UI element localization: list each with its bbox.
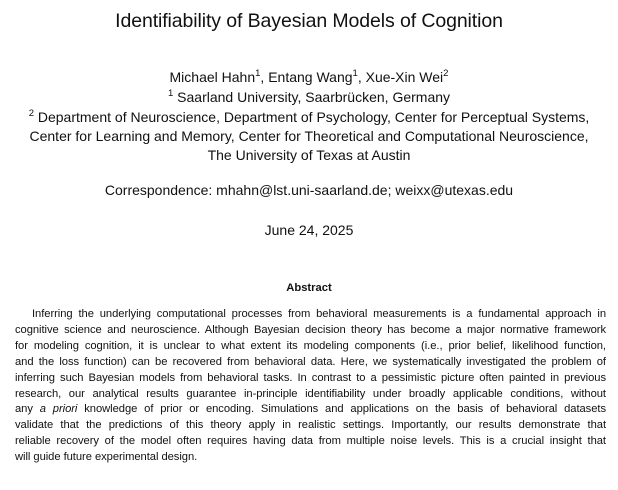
abstract-heading: Abstract <box>286 282 332 294</box>
abstract-line: validate that the predictions of this theory apply in realistic settings. Importantly, our results demonstrate that <box>15 419 606 432</box>
affiliation-2-line: The University of Texas at Austin <box>207 147 411 163</box>
abstract-emphasis: a priori <box>39 403 78 416</box>
correspondence: Correspondence: mhahn@lst.uni-saarland.de; weixx@utexas.edu <box>104 182 514 198</box>
abstract-line <box>15 402 606 418</box>
abstract-line: cognitive science and neuroscience. Although Bayesian decision theory has become a major normative framework <box>15 323 606 336</box>
affiliation-mark: 1 <box>352 68 358 79</box>
paper-date: June 24, 2025 <box>264 222 354 238</box>
abstract-line: will guide future experimental design. <box>15 451 198 464</box>
affiliation-mark: 2 <box>443 68 449 79</box>
author-name: Xue-Xin Wei <box>365 69 444 85</box>
abstract-line: for modeling cognition, it is unclear to what extent its modeling components (i.e., prior belief, likelihood function, <box>15 339 606 352</box>
affiliation-text: Saarland University, Saarbrücken, Germany <box>177 89 451 105</box>
affiliation-2-line <box>0 108 618 126</box>
author-list <box>0 68 618 86</box>
abstract-line: reliable recovery of the model often requires having data from multiple noise levels. This is a crucial insight that <box>15 435 606 448</box>
paper-title: Identifiability of Bayesian Models of Cognition <box>115 10 503 32</box>
author-separator: , <box>357 69 366 85</box>
abstract-text: any <box>15 403 40 416</box>
affiliation-text: Department of Neuroscience, Department of Psychology, Center for Perceptual Systems, <box>37 109 590 125</box>
affiliation-mark: 2 <box>28 108 34 119</box>
author-name: Michael Hahn <box>169 69 256 85</box>
abstract-line: research, our analytical results guarantee in-principle identifiability under broadly applicable conditions, without <box>15 387 606 400</box>
affiliation-2-line: Center for Learning and Memory, Center for Theoretical and Computational Neuroscience, <box>29 128 589 144</box>
abstract-line: inferring such Bayesian models from behavioral tasks. In contrast to a pessimistic picture often painted in previous <box>15 371 606 384</box>
affiliation-1 <box>0 88 618 106</box>
abstract-body <box>15 307 606 466</box>
affiliation-mark: 1 <box>167 88 174 99</box>
affiliation-mark: 1 <box>255 68 261 79</box>
abstract-line: and the loss function) can be recovered from behavioral data. Here, we systematically investigated the problem of <box>15 355 606 368</box>
abstract-line: Inferring the underlying computational processes from behavioral measurements is a fundamental approach in <box>32 308 606 320</box>
author-separator: , <box>260 69 269 85</box>
abstract-text: knowledge of prior or encoding. Simulations and applications on the basis of behavioral datasets <box>77 403 606 416</box>
author-name: Entang Wang <box>268 69 353 85</box>
